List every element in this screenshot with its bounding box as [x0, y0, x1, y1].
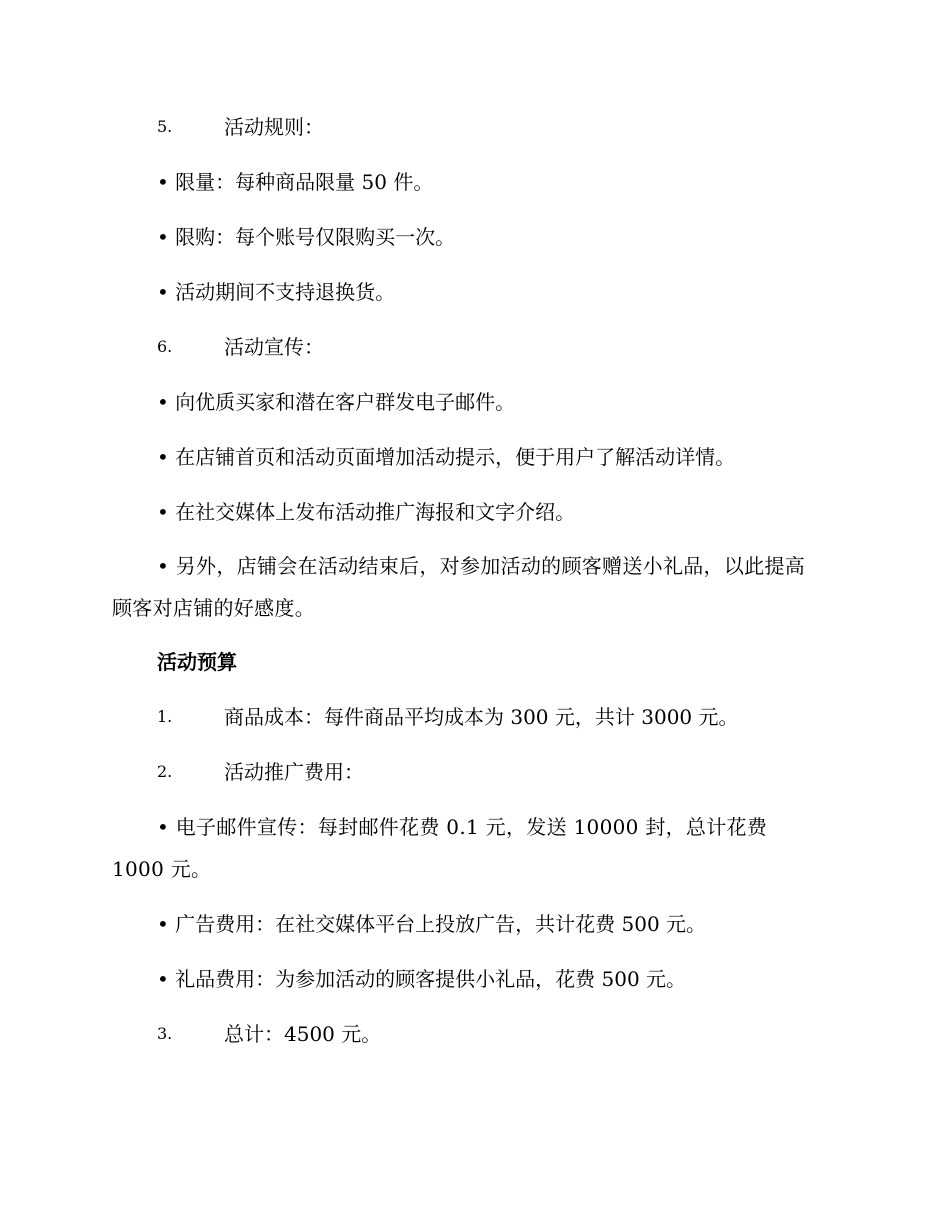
budget-sub-gifts: • 礼品费用：为参加活动的顾客提供小礼品，花费 500 元。	[157, 967, 687, 991]
list-number: 1.	[157, 707, 173, 726]
section-heading: 活动预算	[157, 650, 237, 674]
rules-item-returns: • 活动期间不支持退换货。	[157, 280, 396, 304]
promotion-item-homepage: • 在店铺首页和活动页面增加活动提示，便于用户了解活动详情。	[157, 445, 736, 469]
budget-item-promo: 活动推广费用：	[224, 760, 364, 784]
rules-item-limit: • 限量：每种商品限量 50 件。	[157, 170, 434, 194]
list-number: 5.	[157, 117, 173, 136]
promotion-title: 活动宣传：	[224, 335, 324, 359]
list-number: 2.	[157, 762, 173, 781]
promotion-item-email: • 向优质买家和潜在客户群发电子邮件。	[157, 390, 516, 414]
budget-sub-ads: • 广告费用：在社交媒体平台上投放广告，共计花费 500 元。	[157, 912, 707, 936]
budget-item-total: 总计：4500 元。	[224, 1022, 382, 1046]
promotion-item-gift: • 另外，店铺会在活动结束后，对参加活动的顾客赠送小礼品，以此提高顾客对店铺的好感度。	[112, 554, 806, 620]
list-number: 3.	[157, 1024, 173, 1043]
budget-sub-email: • 电子邮件宣传：每封邮件花费 0.1 元，发送 10000 封，总计花费 1000 元。	[112, 815, 768, 881]
rules-item-purchase: • 限购：每个账号仅限购买一次。	[157, 225, 456, 249]
budget-item-cost: 商品成本：每件商品平均成本为 300 元，共计 3000 元。	[224, 705, 739, 729]
rules-title: 活动规则：	[224, 115, 324, 139]
list-number: 6.	[157, 337, 173, 356]
promotion-item-social: • 在社交媒体上发布活动推广海报和文字介绍。	[157, 500, 576, 524]
